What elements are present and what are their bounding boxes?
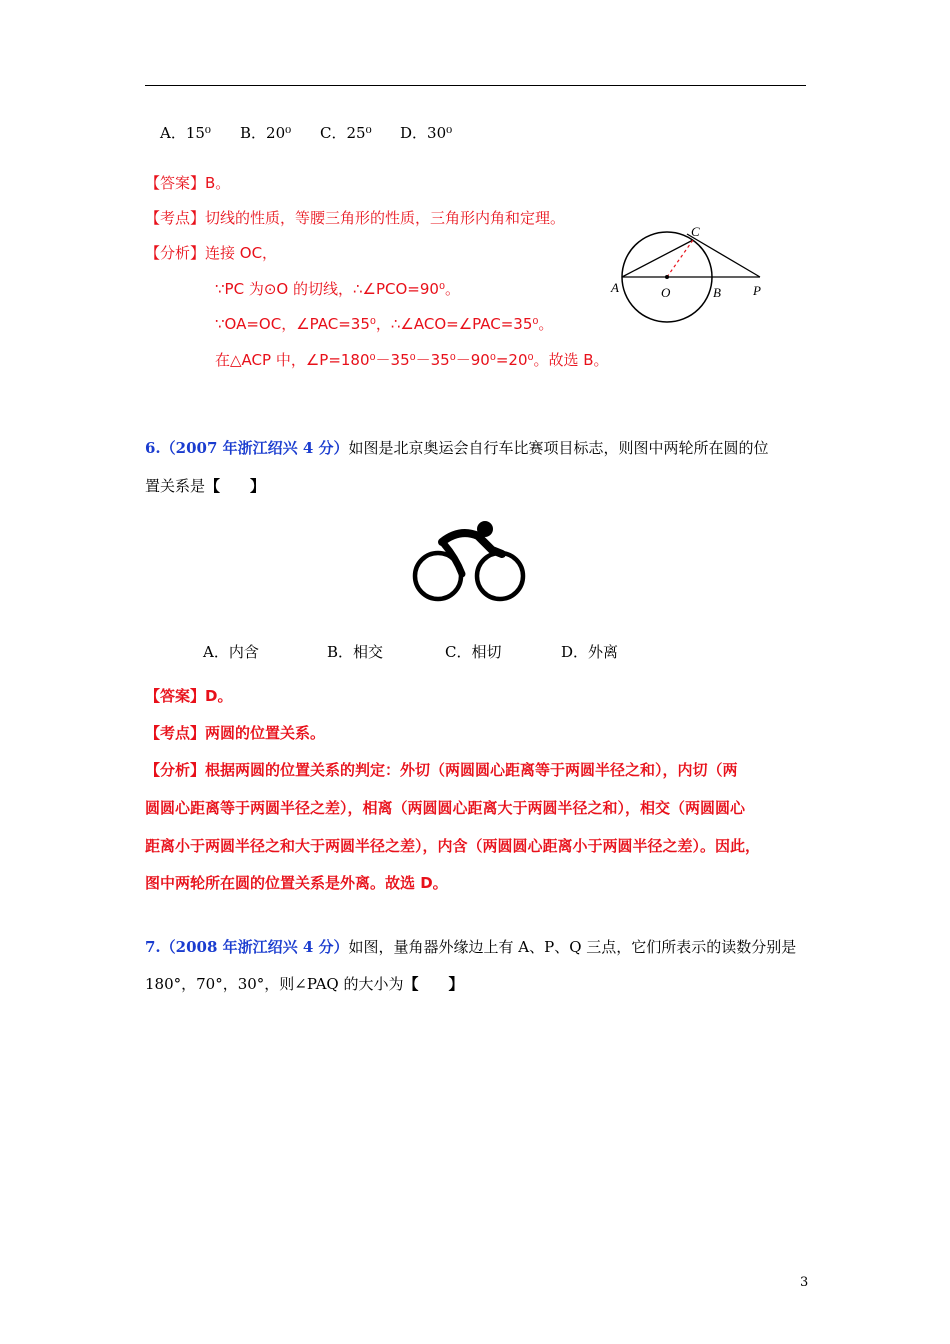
q6-analysis-line-3: 距离小于两圆半径之和大于两圆半径之差），内含（两圆圆心距离小于两圆半径之差）。因此， — [145, 837, 761, 855]
q5-analysis-line-2: ∵OA=OC，∠PAC=35⁰，∴∠ACO=∠PAC=35⁰。 — [215, 315, 554, 333]
header-rule — [145, 85, 806, 86]
q6-choices — [203, 642, 618, 662]
tangent-figure — [605, 220, 775, 330]
q5-analysis-head: 【分析】连接 OC， — [145, 244, 278, 262]
label-b: B — [713, 285, 721, 300]
label-p: P — [753, 283, 761, 298]
q7-text-2: 180°，70°，30°，则∠PAQ 的大小为 — [145, 975, 404, 993]
q7-stem-line-2 — [145, 974, 464, 994]
tangent-pc — [687, 234, 760, 277]
q5-choice-b: B．20⁰ — [240, 124, 292, 142]
q6-point: 【考点】两圆的位置关系。 — [145, 724, 326, 742]
q6-choice-a: A．内含 — [203, 643, 259, 661]
q7-source: （2008 年浙江绍兴 4 分） — [160, 938, 349, 956]
q5-choices — [160, 123, 452, 143]
page-number: 3 — [800, 1275, 809, 1290]
cycling-pictogram — [410, 518, 530, 608]
q6-choice-d: D．外离 — [561, 643, 619, 661]
q6-analysis-line-1: 【分析】根据两圆的位置关系的判定：外切（两圆圆心距离等于两圆半径之和），内切（两 — [145, 761, 738, 779]
label-o: O — [661, 285, 671, 300]
q6-analysis-line-4: 图中两轮所在圆的位置关系是外离。故选 D。 — [145, 874, 448, 892]
q5-answer: 【答案】B。 — [145, 174, 231, 192]
q6-choice-b: B．相交 — [327, 643, 384, 661]
q5-analysis-line-1: ∵PC 为⊙O 的切线，∴∠PCO=90⁰。 — [215, 280, 460, 298]
q6-choice-c: C．相切 — [445, 643, 502, 661]
q6-stem-line-2 — [145, 476, 265, 496]
q6-bracket: 【 】 — [205, 477, 266, 495]
center-dot — [665, 275, 669, 279]
q6-text-1: 如图是北京奥运会自行车比赛项目标志，则图中两轮所在圆的位 — [348, 439, 769, 457]
rider-leg — [444, 544, 462, 574]
q7-stem-line-1 — [145, 937, 796, 957]
radius-oc — [667, 240, 693, 277]
front-wheel — [477, 553, 523, 599]
q5-analysis-line-3: 在△ACP 中，∠P=180⁰－35⁰－35⁰－90⁰=20⁰。故选 B。 — [215, 351, 609, 369]
q6-source: （2007 年浙江绍兴 4 分） — [160, 439, 349, 457]
q6-stem-line-1 — [145, 438, 769, 458]
q6-analysis-line-2: 圆圆心距离等于两圆半径之差），相离（两圆圆心距离大于两圆半径之和），相交（两圆圆心 — [145, 799, 746, 817]
q5-choice-d: D．30⁰ — [400, 124, 453, 142]
label-c: C — [691, 224, 700, 239]
q5-point: 【考点】切线的性质，等腰三角形的性质，三角形内角和定理。 — [145, 209, 566, 227]
label-a: A — [611, 280, 619, 295]
q6-text-2: 置关系是 — [145, 477, 206, 495]
q6-number: 6. — [145, 439, 161, 457]
q7-bracket: 【 】 — [403, 975, 464, 993]
q6-answer: 【答案】D。 — [145, 687, 233, 705]
chord-ac — [622, 240, 693, 277]
q7-number: 7. — [145, 938, 161, 956]
q7-text-1: 如图，量角器外缘边上有 A、P、Q 三点，它们所表示的读数分别是 — [348, 938, 797, 956]
q5-choice-a: A．15⁰ — [160, 124, 211, 142]
q5-choice-c: C．25⁰ — [320, 124, 372, 142]
